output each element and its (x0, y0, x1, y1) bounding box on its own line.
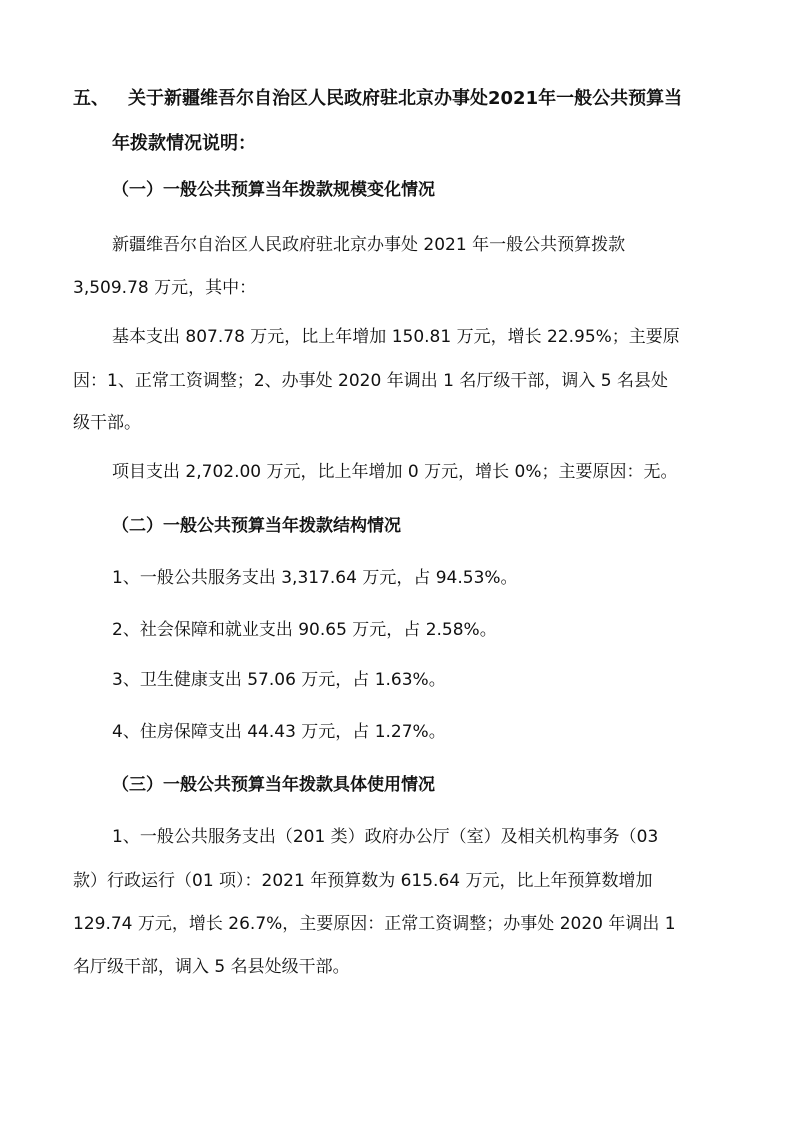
sub1-para2-line1: 基本支出 807.78 万元，比上年增加 150.81 万元，增长 22.95%；主要原 (112, 327, 680, 347)
section-title-line2: 年拨款情况说明： (112, 133, 256, 154)
sub1-para2-line3: 级干部。 (73, 413, 141, 433)
sub1-heading: （一）一般公共预算当年拨款规模变化情况 (112, 180, 435, 200)
section-title-line1: 关于新疆维吾尔自治区人民政府驻北京办事处2021年一般公共预算当 (128, 88, 683, 109)
sub3-para1-line1: 1、一般公共服务支出（201 类）政府办公厅（室）及相关机构事务（03 (112, 827, 659, 847)
sub1-para2-line2: 因：1、正常工资调整；2、办事处 2020 年调出 1 名厅级干部，调入 5 名县处 (73, 371, 668, 391)
sub3-para1-line4: 名厅级干部，调入 5 名县处级干部。 (73, 957, 350, 977)
sub3-para1-line2: 款）行政运行（01 项）：2021 年预算数为 615.64 万元，比上年预算数增加 (73, 871, 653, 891)
sub2-item-3: 3、卫生健康支出 57.06 万元，占 1.63%。 (112, 670, 446, 690)
sub1-para1-line2: 3,509.78 万元，其中： (73, 278, 257, 298)
sub3-heading: （三）一般公共预算当年拨款具体使用情况 (112, 775, 435, 795)
sub3-para1-line3: 129.74 万元，增长 26.7%，主要原因：正常工资调整；办事处 2020 年调出 1 (73, 914, 676, 934)
sub2-heading: （二）一般公共预算当年拨款结构情况 (112, 516, 401, 536)
sub2-item-1: 1、一般公共服务支出 3,317.64 万元，占 94.53%。 (112, 568, 518, 588)
sub2-item-4: 4、住房保障支出 44.43 万元，占 1.27%。 (112, 722, 446, 742)
sub2-item-2: 2、社会保障和就业支出 90.65 万元，占 2.58%。 (112, 620, 497, 640)
sub1-para1-line1: 新疆维吾尔自治区人民政府驻北京办事处 2021 年一般公共预算拨款 (112, 235, 626, 255)
section-number: 五、 (73, 88, 109, 109)
sub1-para3: 项目支出 2,702.00 万元，比上年增加 0 万元，增长 0%；主要原因：无。 (112, 462, 678, 482)
